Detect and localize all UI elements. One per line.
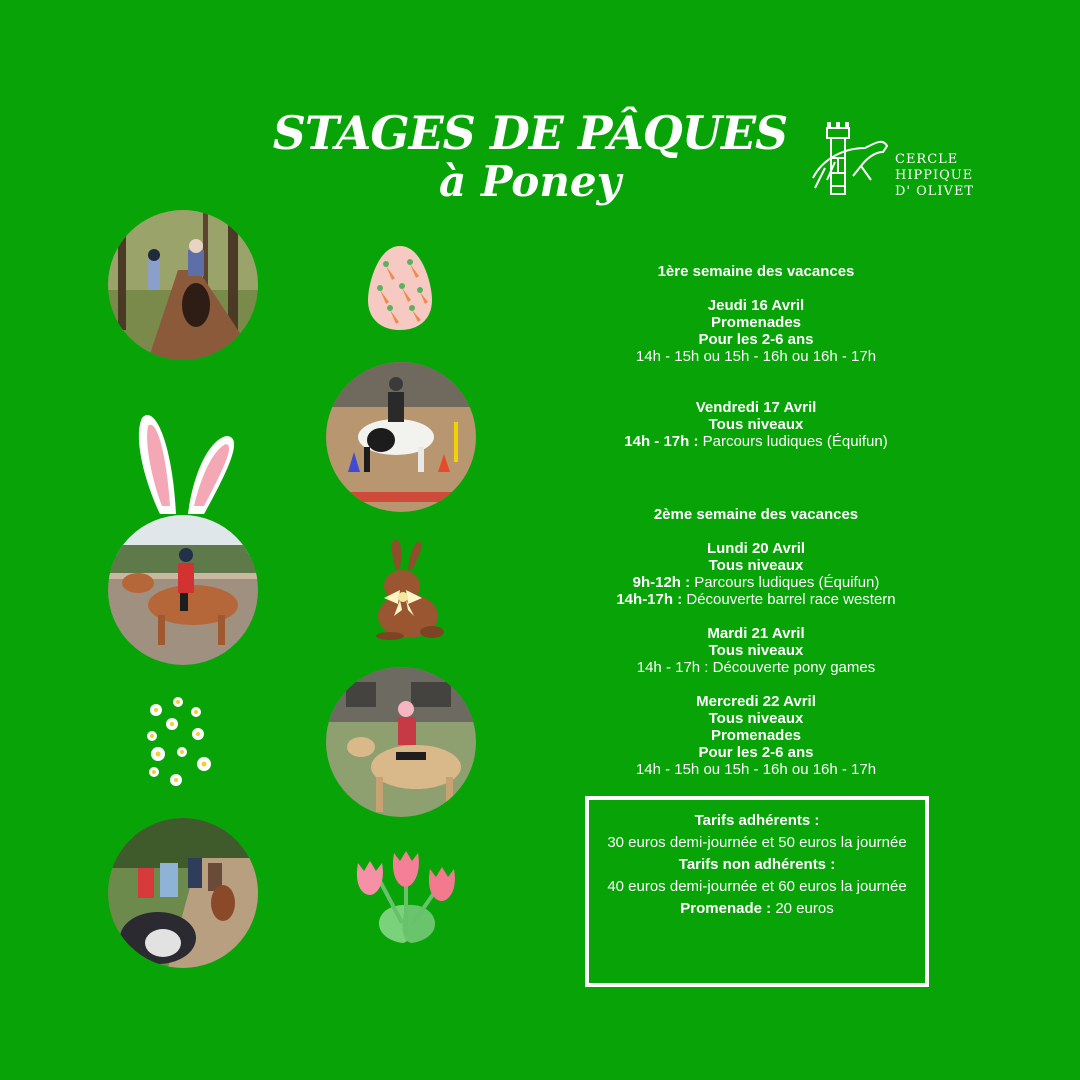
week2-heading: 2ème semaine des vacances: [653, 506, 859, 523]
schedule-week1: [585, 263, 927, 450]
week2-day3-hours: 14h - 15h ou 15h - 16h ou 16h - 17h: [635, 761, 877, 778]
week2-day2-activity: Découverte pony games: [708, 659, 876, 676]
week2-day1-activity2: Découverte barrel race western: [682, 591, 896, 608]
photo-arena-cones: [326, 362, 476, 512]
week2-day3-line1: Promenades: [710, 727, 802, 744]
logo-line-1: CERCLE: [895, 152, 959, 167]
horse-logo-icon: [805, 118, 895, 208]
week2-day2-level: Tous niveaux: [708, 642, 804, 659]
week2-day2-time: 14h - 17h :: [636, 659, 709, 676]
logo-line-3: D' OLIVET: [895, 184, 975, 199]
photo-child-pony: [108, 515, 258, 665]
tarifs-walk-label: Promenade :: [680, 900, 772, 917]
tarifs-walk-price: 20 euros: [771, 900, 834, 917]
club-logo: [805, 118, 985, 208]
tarifs-box: [585, 796, 929, 987]
week1-day1-date: Jeudi 16 Avril: [707, 297, 805, 314]
tarifs-non-members-label: Tarifs non adhérents :: [678, 856, 836, 873]
week1-day1-line1: Promenades: [710, 314, 802, 331]
photo-group-ride: [108, 818, 258, 968]
week2-day1-time2: 14h-17h :: [616, 591, 683, 608]
tarifs-non-members-text: 40 euros demi-journée et 60 euros la journée: [607, 878, 907, 895]
photo-forest-ride: [108, 210, 258, 360]
title-line-1: STAGES DE PÂQUES: [272, 106, 788, 160]
week1-day1-line2: Pour les 2-6 ans: [698, 331, 814, 348]
page-title: [250, 108, 810, 205]
week1-day2-activity: Parcours ludiques (Équifun): [698, 433, 888, 450]
logo-text: [895, 152, 974, 200]
week2-day2-session: [585, 659, 927, 676]
week1-day1-hours: 14h - 15h ou 15h - 16h ou 16h - 17h: [635, 348, 877, 365]
tulips-icon: [354, 845, 464, 950]
week1-day2-level: Tous niveaux: [708, 416, 804, 433]
week2-day2-date: Mardi 21 Avril: [707, 625, 805, 642]
logo-line-2: HIPPIQUE: [895, 168, 974, 183]
week2-day3-date: Mercredi 22 Avril: [696, 693, 816, 710]
week2-day1-session1: [585, 574, 927, 591]
week2-day1-session2: [585, 591, 927, 608]
schedule-week2: [585, 506, 927, 778]
week2-day1-time1: 9h-12h :: [632, 574, 691, 591]
week2-day3-line2: Pour les 2-6 ans: [698, 744, 814, 761]
daisy-egg-icon: [142, 696, 218, 793]
bunny-ears-icon: [130, 410, 240, 521]
week1-heading: 1ère semaine des vacances: [657, 263, 855, 280]
week2-day1-level: Tous niveaux: [708, 557, 804, 574]
tarifs-walk: [589, 898, 925, 920]
chocolate-bunny-icon: [366, 540, 446, 645]
week2-day3-level: Tous niveaux: [708, 710, 804, 727]
week2-day1-activity1: Parcours ludiques (Équifun): [690, 574, 880, 591]
week1-day2-session: [585, 433, 927, 450]
week1-day2-time: 14h - 17h :: [624, 433, 699, 450]
week2-day1-date: Lundi 20 Avril: [706, 540, 806, 557]
week1-day2-date: Vendredi 17 Avril: [695, 399, 817, 416]
easter-egg-icon: [366, 244, 434, 337]
title-line-2: à Poney: [439, 156, 621, 206]
tarifs-members-text: 30 euros demi-journée et 50 euros la journée: [607, 834, 907, 851]
tarifs-members-label: Tarifs adhérents :: [694, 812, 820, 829]
photo-pony-riding: [326, 667, 476, 817]
